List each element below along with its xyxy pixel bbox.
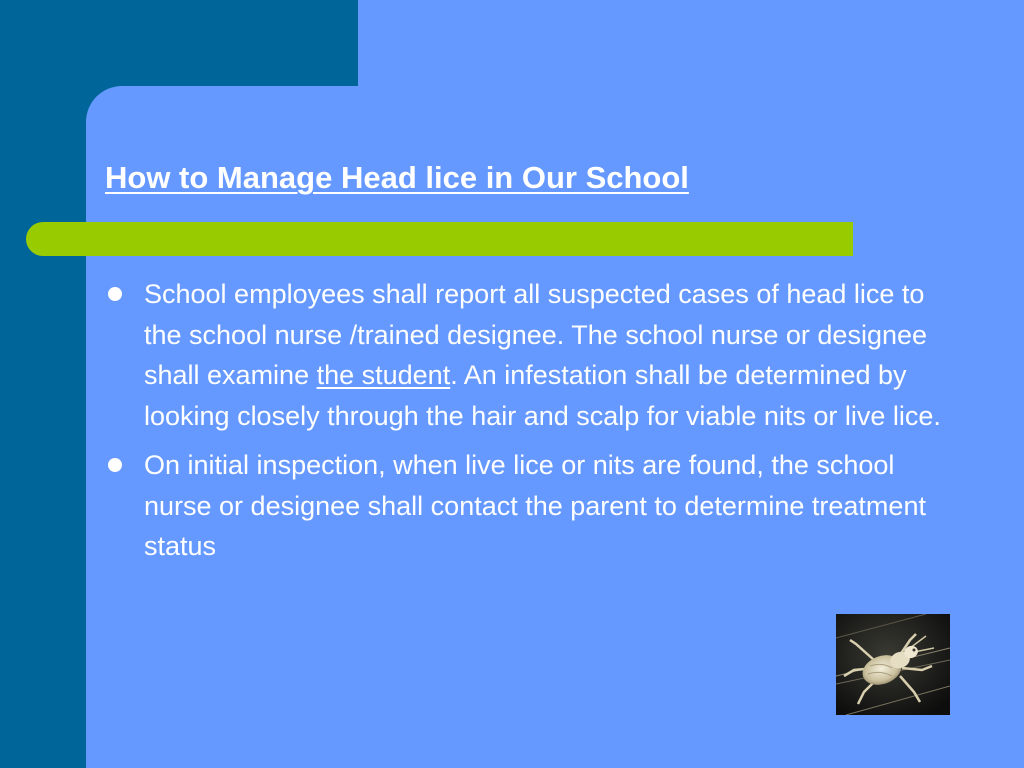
the-student-link[interactable]: the student <box>316 360 451 390</box>
bullet-text: On initial inspection, when live lice or nits are found, the school nurse or designee shall contact the parent to determine treatment status <box>144 450 926 561</box>
accent-bar <box>26 222 853 256</box>
bullet-dot-icon <box>108 458 122 472</box>
bullet-item-inspection <box>104 445 944 567</box>
bullet-list <box>104 274 944 576</box>
louse-illustration-icon <box>836 614 950 715</box>
slide-title: How to Manage Head lice in Our School <box>105 160 689 195</box>
bullet-text-before: School employees shall report all suspected cases of head lice to the school nurse /trained designee. The school nurse or designee shall examine <box>144 279 928 390</box>
content-panel-top <box>358 0 1024 90</box>
bullet-text-after: . An infestation shall be determined by looking closely through the hair and scalp for viable nits or live lice. <box>144 360 941 431</box>
bullet-dot-icon <box>108 287 122 301</box>
bullet-item-report <box>104 274 944 436</box>
head-louse-photo <box>836 614 950 715</box>
